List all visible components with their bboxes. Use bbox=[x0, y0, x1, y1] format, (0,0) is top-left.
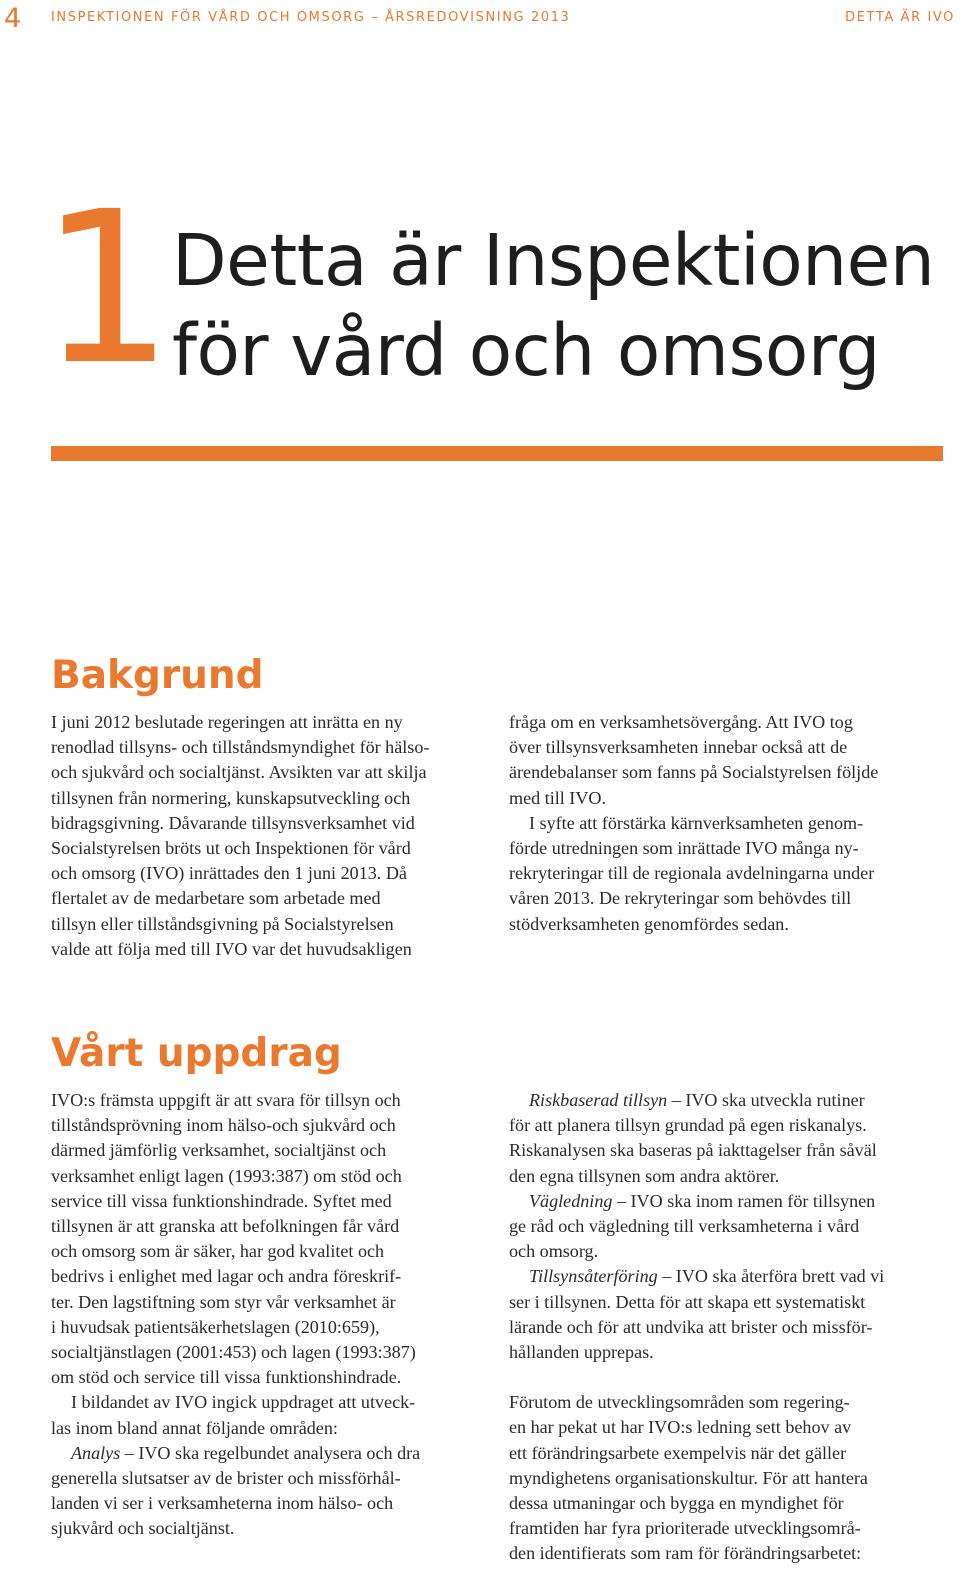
text-line: Förutom de utvecklingsområden som regering- bbox=[509, 1392, 850, 1413]
text-line: våren 2013. De rekryteringar som behövdes till bbox=[509, 888, 852, 909]
paragraph bbox=[51, 1088, 491, 1390]
text-line: och omsorg (IVO) inrättades den 1 juni 2013. Då bbox=[51, 863, 407, 884]
term-riskbaserad: Riskbaserad tillsyn bbox=[529, 1090, 668, 1110]
text-line: ser i tillsynen. Detta för att skapa ett systematiskt bbox=[509, 1291, 866, 1312]
text-line: I juni 2012 beslutade regeringen att inrätta en ny bbox=[51, 712, 403, 732]
paragraph-aterforing bbox=[509, 1264, 949, 1365]
text-line: I bildandet av IVO ingick uppdraget att utveck- bbox=[71, 1392, 416, 1413]
text-line: den identifierats som ram för förändringsarbetet: bbox=[509, 1543, 862, 1564]
chapter-title-line: för vård och omsorg bbox=[172, 309, 880, 392]
text-fragment: – IVO ska regelbundet analysera och dra bbox=[120, 1442, 421, 1463]
uppdrag-column-left bbox=[51, 1088, 491, 1542]
text-line bbox=[509, 1189, 949, 1214]
page-number: 4 bbox=[4, 3, 22, 34]
text-line: sjukvård och socialtjänst. bbox=[51, 1518, 235, 1539]
paragraph bbox=[509, 1390, 949, 1566]
text-line: framtiden har fyra prioriterade utvecklingsområ- bbox=[509, 1518, 861, 1539]
text-line: dessa utmaningar och bygga en myndighet för bbox=[509, 1493, 844, 1514]
text-line: socialtjänstlagen (2001:453) och lagen (1993:387) bbox=[51, 1342, 416, 1363]
paragraph bbox=[51, 1390, 491, 1440]
text-line: I syfte att förstärka kärnverksamheten genom- bbox=[529, 812, 864, 833]
term-aterforing: Tillsynsåterföring bbox=[529, 1266, 658, 1287]
publication-title: INSPEKTIONEN FÖR VÅRD OCH OMSORG – ÅRSREDOVISNING 2013 bbox=[51, 10, 571, 25]
uppdrag-column-right bbox=[509, 1088, 949, 1567]
text-line: bedrivs i enlighet med lagar och andra föreskrif- bbox=[51, 1266, 402, 1287]
section-heading-bakgrund: Bakgrund bbox=[51, 653, 264, 698]
text-line: och omsorg. bbox=[509, 1241, 599, 1262]
text-line: tillståndsprövning inom hälso-och sjukvård och bbox=[51, 1115, 396, 1136]
text-line bbox=[509, 1264, 949, 1289]
text-line: fråga om en verksamhetsövergång. Att IVO tog bbox=[509, 712, 853, 732]
text-fragment: – IVO ska återföra brett vad vi bbox=[657, 1266, 885, 1287]
text-line: med till IVO. bbox=[509, 787, 606, 808]
text-line bbox=[51, 1441, 491, 1466]
text-line: och omsorg som är säker, har god kvalitet och bbox=[51, 1241, 385, 1262]
text-line: bidragsgivning. Dåvarande tillsynsverksamhet vid bbox=[51, 812, 415, 833]
text-line: tillsynen är att granska att befolkningen får vård bbox=[51, 1216, 400, 1237]
text-line: över tillsynsverksamheten innebar också att de bbox=[509, 737, 848, 758]
term-analys: Analys bbox=[71, 1442, 121, 1463]
chapter-number: 1 bbox=[40, 166, 168, 411]
text-line: den egna tillsynen som andra aktörer. bbox=[509, 1165, 780, 1186]
section-label: DETTA ÄR IVO bbox=[845, 10, 955, 25]
running-header bbox=[0, 4, 960, 34]
text-line: i huvudsak patientsäkerhetslagen (2010:659), bbox=[51, 1316, 380, 1337]
section-heading-uppdrag: Vårt uppdrag bbox=[51, 1031, 342, 1076]
text-line: Riskanalysen ska baseras på iakttagelser från såväl bbox=[509, 1140, 877, 1161]
text-line: och sjukvård och socialtjänst. Avsikten var att skilja bbox=[51, 762, 427, 783]
chapter-divider bbox=[51, 446, 943, 461]
text-line: ge råd och vägledning till verksamheterna i vård bbox=[509, 1216, 860, 1237]
text-line: ärendebalanser som fanns på Socialstyrelsen följde bbox=[509, 762, 879, 783]
text-line: därmed jämförlig verksamhet, socialtjänst och bbox=[51, 1140, 387, 1161]
text-line: för att planera tillsyn grundad på egen riskanalys. bbox=[509, 1115, 867, 1136]
chapter-title-line: Detta är Inspektionen bbox=[172, 219, 935, 302]
text-line: las inom bland annat följande områden: bbox=[51, 1417, 338, 1438]
text-line: rekryteringar till de regionala avdelningarna under bbox=[509, 863, 875, 884]
text-line: hållanden upprepas. bbox=[509, 1342, 654, 1363]
text-line: generella slutsatser av de brister och missförhål- bbox=[51, 1468, 401, 1489]
text-line: valde att följa med till IVO var det huvudsakligen bbox=[51, 938, 412, 959]
bakgrund-column-left bbox=[51, 710, 491, 962]
text-line: förde utredningen som inrättade IVO många ny- bbox=[509, 838, 859, 859]
paragraph bbox=[509, 710, 949, 811]
text-line: ter. Den lagstiftning som styr vår verksamhet är bbox=[51, 1291, 396, 1312]
term-vagledning: Vägledning bbox=[529, 1190, 613, 1211]
text-fragment: – IVO ska utveckla rutiner bbox=[667, 1090, 865, 1110]
text-line: landen vi ser i verksamheterna inom hälso- och bbox=[51, 1493, 394, 1514]
text-line bbox=[509, 1088, 949, 1113]
paragraph-riskbaserad bbox=[509, 1088, 949, 1189]
text-line: tillsynen från normering, kunskapsutveckling och bbox=[51, 787, 411, 808]
chapter-title bbox=[172, 216, 934, 396]
text-line: renodlad tillsyns- och tillståndsmyndighet för hälso- bbox=[51, 737, 430, 758]
text-line: verksamhet enligt lagen (1993:387) om stöd och bbox=[51, 1165, 402, 1186]
bakgrund-column-right bbox=[509, 710, 949, 937]
text-fragment: – IVO ska inom ramen för tillsynen bbox=[612, 1190, 876, 1211]
paragraph-vagledning bbox=[509, 1189, 949, 1265]
text-line: ett förändringsarbete exempelvis när det gäller bbox=[509, 1442, 847, 1463]
text-line: tillsyn eller tillståndsgivning på Socialstyrelsen bbox=[51, 913, 394, 934]
text-line: myndighetens organisationskultur. För att hantera bbox=[509, 1467, 868, 1488]
paragraph bbox=[51, 710, 491, 962]
paragraph bbox=[509, 811, 949, 937]
text-line: IVO:s främsta uppgift är att svara för tillsyn och bbox=[51, 1090, 401, 1110]
text-line: en har pekat ut har IVO:s ledning sett behov av bbox=[509, 1417, 852, 1438]
paragraph-analys bbox=[51, 1441, 491, 1542]
text-line: om stöd och service till vissa funktionshindrade. bbox=[51, 1367, 402, 1388]
text-line: lärande och för att undvika att brister och missför- bbox=[509, 1316, 873, 1337]
text-line: flertalet av de medarbetare som arbetade med bbox=[51, 888, 381, 909]
text-line: Socialstyrelsen bröts ut och Inspektionen för vård bbox=[51, 838, 411, 859]
text-line: stödverksamheten genomfördes sedan. bbox=[509, 913, 789, 934]
text-line: service till vissa funktionshindrade. Syftet med bbox=[51, 1190, 392, 1211]
